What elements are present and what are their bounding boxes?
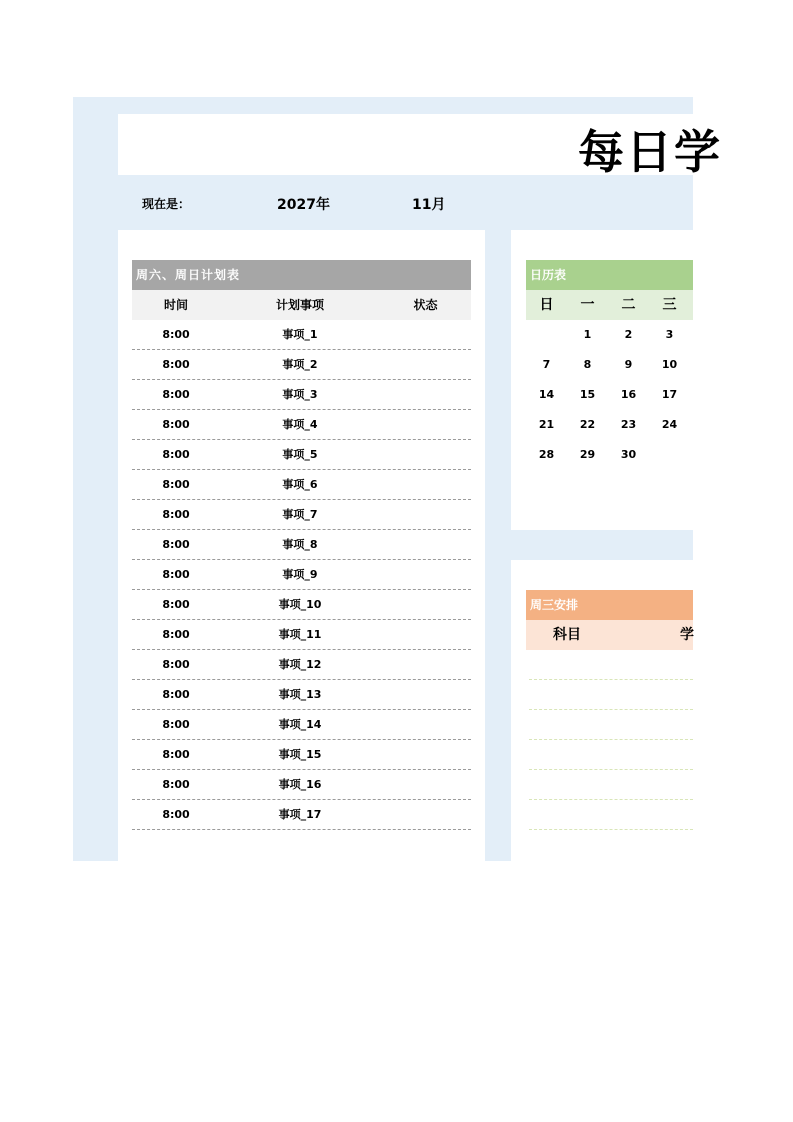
table-row[interactable] <box>132 530 471 560</box>
plan-item-cell[interactable]: 事项_9 <box>282 568 318 581</box>
table-row[interactable] <box>132 410 471 440</box>
weekend-plan-panel <box>118 230 485 861</box>
calendar-weekday-row <box>526 290 693 320</box>
plan-item-cell[interactable]: 事项_17 <box>278 808 322 821</box>
calendar-day[interactable]: 14 <box>538 388 555 401</box>
plan-item-cell[interactable]: 事项_5 <box>282 448 318 461</box>
table-row[interactable] <box>529 710 693 740</box>
time-cell[interactable]: 8:00 <box>162 808 190 821</box>
time-cell[interactable]: 8:00 <box>162 418 190 431</box>
time-cell[interactable]: 8:00 <box>162 358 190 371</box>
calendar-day[interactable]: 8 <box>583 358 592 371</box>
calendar-day[interactable]: 24 <box>661 418 678 431</box>
table-row[interactable] <box>529 680 693 710</box>
calendar-day[interactable]: 9 <box>624 358 633 371</box>
calendar-week <box>526 380 693 410</box>
calendar-day[interactable]: 15 <box>579 388 596 401</box>
col-plan-item: 计划事项 <box>275 298 324 312</box>
plan-table-header <box>132 290 471 320</box>
plan-item-cell[interactable]: 事项_2 <box>282 358 318 371</box>
time-cell[interactable]: 8:00 <box>162 598 190 611</box>
table-row[interactable] <box>132 800 471 830</box>
table-row[interactable] <box>132 710 471 740</box>
plan-item-cell[interactable]: 事项_8 <box>282 538 318 551</box>
plan-table-title: 周六、周日计划表 <box>132 260 471 290</box>
calendar-day[interactable]: 1 <box>583 328 592 341</box>
current-year[interactable]: 2027年 <box>277 197 330 213</box>
col-study: 学 <box>680 627 694 643</box>
wednesday-panel <box>511 560 693 861</box>
calendar-day[interactable]: 23 <box>620 418 637 431</box>
calendar-day[interactable]: 29 <box>579 448 596 461</box>
planner-sheet <box>73 97 722 861</box>
calendar-title: 日历表 <box>526 260 693 290</box>
table-row[interactable] <box>132 770 471 800</box>
calendar-day[interactable]: 28 <box>538 448 555 461</box>
calendar-day[interactable]: 7 <box>542 358 551 371</box>
wednesday-table-header <box>526 620 693 650</box>
calendar-panel <box>511 230 693 530</box>
calendar-week <box>526 320 693 350</box>
now-label: 现在是： <box>142 197 191 211</box>
col-status: 状态 <box>413 298 438 312</box>
table-row[interactable] <box>132 680 471 710</box>
time-cell[interactable]: 8:00 <box>162 748 190 761</box>
table-row[interactable] <box>132 650 471 680</box>
plan-item-cell[interactable]: 事项_16 <box>278 778 322 791</box>
table-row[interactable] <box>132 320 471 350</box>
table-row[interactable] <box>132 380 471 410</box>
calendar-day[interactable]: 30 <box>620 448 637 461</box>
wednesday-title: 周三安排 <box>526 590 693 620</box>
time-cell[interactable]: 8:00 <box>162 568 190 581</box>
time-cell[interactable]: 8:00 <box>162 478 190 491</box>
calendar-day[interactable]: 3 <box>665 328 674 341</box>
table-row[interactable] <box>132 350 471 380</box>
calendar-week <box>526 410 693 440</box>
time-cell[interactable]: 8:00 <box>162 778 190 791</box>
plan-item-cell[interactable]: 事项_14 <box>278 718 322 731</box>
plan-item-cell[interactable]: 事项_3 <box>282 388 318 401</box>
calendar-day[interactable]: 16 <box>620 388 637 401</box>
weekday-label: 日 <box>539 297 554 313</box>
table-row[interactable] <box>132 560 471 590</box>
table-row[interactable] <box>132 590 471 620</box>
table-row[interactable] <box>529 800 693 830</box>
col-subject: 科目 <box>553 627 581 643</box>
time-cell[interactable]: 8:00 <box>162 328 190 341</box>
calendar-day[interactable]: 22 <box>579 418 596 431</box>
time-cell[interactable]: 8:00 <box>162 388 190 401</box>
table-row[interactable] <box>529 650 693 680</box>
plan-item-cell[interactable]: 事项_13 <box>278 688 322 701</box>
table-row[interactable] <box>132 470 471 500</box>
table-row[interactable] <box>132 440 471 470</box>
table-row[interactable] <box>132 740 471 770</box>
calendar-week <box>526 440 693 470</box>
calendar-day[interactable]: 21 <box>538 418 555 431</box>
calendar-day[interactable]: 17 <box>661 388 678 401</box>
page-title: 每日学 <box>578 125 722 179</box>
calendar-grid <box>526 320 693 470</box>
plan-item-cell[interactable]: 事项_4 <box>282 418 318 431</box>
wednesday-table-body <box>529 650 693 830</box>
time-cell[interactable]: 8:00 <box>162 688 190 701</box>
time-cell[interactable]: 8:00 <box>162 448 190 461</box>
calendar-day[interactable]: 2 <box>624 328 633 341</box>
plan-item-cell[interactable]: 事项_11 <box>278 628 322 641</box>
calendar-week <box>526 350 693 380</box>
table-row[interactable] <box>529 740 693 770</box>
plan-table-body <box>132 320 471 830</box>
time-cell[interactable]: 8:00 <box>162 658 190 671</box>
table-row[interactable] <box>132 500 471 530</box>
plan-item-cell[interactable]: 事项_1 <box>282 328 318 341</box>
plan-item-cell[interactable]: 事项_10 <box>278 598 322 611</box>
plan-item-cell[interactable]: 事项_15 <box>278 748 322 761</box>
time-cell[interactable]: 8:00 <box>162 538 190 551</box>
time-cell[interactable]: 8:00 <box>162 508 190 521</box>
col-time: 时间 <box>163 298 188 312</box>
table-row[interactable] <box>529 770 693 800</box>
plan-item-cell[interactable]: 事项_7 <box>282 508 318 521</box>
weekday-label: 一 <box>580 297 595 313</box>
time-cell[interactable]: 8:00 <box>162 718 190 731</box>
time-cell[interactable]: 8:00 <box>162 628 190 641</box>
weekday-label: 三 <box>662 297 677 313</box>
plan-item-cell[interactable]: 事项_12 <box>278 658 322 671</box>
current-month[interactable]: 11月 <box>412 197 446 213</box>
plan-item-cell[interactable]: 事项_6 <box>282 478 318 491</box>
table-row[interactable] <box>132 620 471 650</box>
title-band <box>118 114 722 179</box>
calendar-day[interactable]: 10 <box>661 358 678 371</box>
weekday-label: 二 <box>621 297 636 313</box>
